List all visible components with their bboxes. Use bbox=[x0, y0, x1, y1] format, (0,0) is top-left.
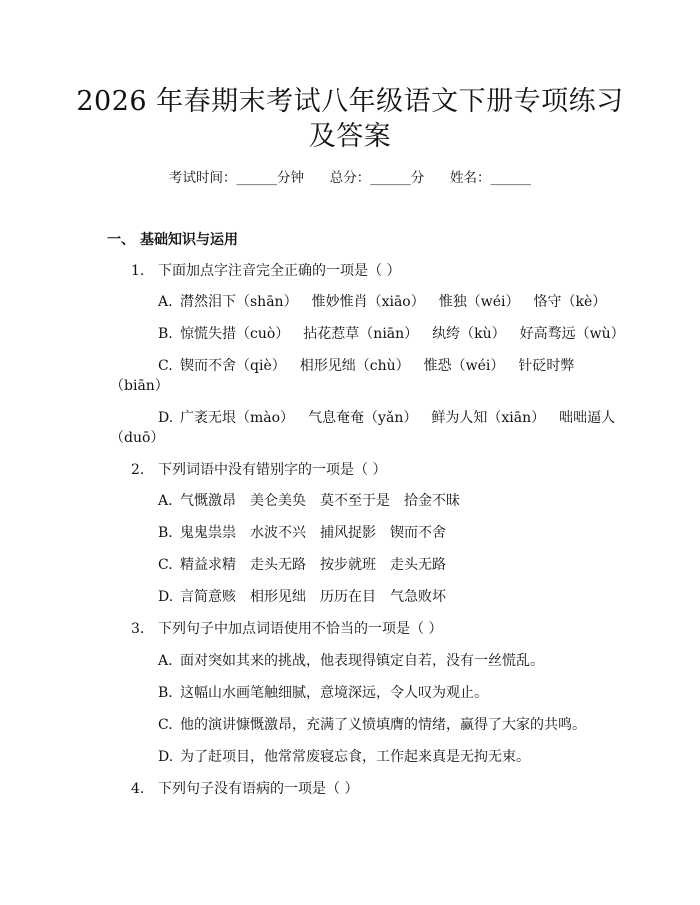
question-2-option-d: D. 言简意赅 相形见绌 历历在目 气急败坏 bbox=[158, 589, 446, 605]
question-1-option-d-wrap: （duō） bbox=[110, 430, 165, 446]
question-1-option-b: B. 惊慌失措（cuò） 拈花惹草（niān） 纨绔（kù） 好高骛远（wù） bbox=[158, 326, 625, 342]
question-2-stem: 2. 下列词语中没有错别字的一项是（ ） bbox=[131, 462, 387, 478]
question-1-option-c-wrap: （biān） bbox=[110, 378, 169, 394]
question-1-option-a: A. 潸然泪下（shān） 惟妙惟肖（xiāo） 惟独（wéi） 恪守（kè） bbox=[158, 294, 607, 310]
question-3-option-a: A. 面对突如其来的挑战，他表现得镇定自若，没有一丝慌乱。 bbox=[158, 653, 544, 669]
exam-time-label: 考试时间：______分钟 bbox=[169, 170, 304, 186]
question-1-option-d: D. 广袤无垠（mào） 气息奄奄（yǎn） 鲜为人知（xiān） 咄咄逼人 bbox=[158, 410, 616, 426]
question-1-option-c: C. 锲而不舍（qiè） 相形见绌（chù） 惟恐（wéi） 针砭时弊 bbox=[158, 358, 575, 374]
question-3-stem: 3. 下列句子中加点词语使用不恰当的一项是（ ） bbox=[131, 621, 443, 637]
question-1-stem: 1. 下面加点字注音完全正确的一项是（ ） bbox=[131, 263, 401, 279]
question-3-option-b: B. 这幅山水画笔触细腻，意境深远，令人叹为观止。 bbox=[158, 685, 488, 701]
section-number: 一、 bbox=[107, 232, 135, 248]
question-2-option-c: C. 精益求精 走头无路 按步就班 走头无路 bbox=[158, 557, 446, 573]
question-3-option-c: C. 他的演讲慷慨激昂，充满了义愤填膺的情绪，赢得了大家的共鸣。 bbox=[158, 717, 586, 733]
student-name-label: 姓名：______ bbox=[450, 170, 531, 186]
question-2-option-a: A. 气慨激昂 美仑美奂 莫不至于是 拾金不昧 bbox=[158, 493, 460, 509]
total-score-label: 总分：______分 bbox=[329, 170, 425, 186]
section-title: 基础知识与运用 bbox=[140, 232, 238, 248]
exam-meta bbox=[0, 168, 700, 188]
document-title-line-1: 2026 年春期末考试八年级语文下册专项练习 bbox=[76, 86, 624, 117]
section-heading bbox=[107, 230, 238, 250]
question-2-option-b: B. 鬼鬼祟祟 水波不兴 捕风捉影 锲而不舍 bbox=[158, 525, 446, 541]
question-4-stem: 4. 下列句子没有语病的一项是（ ） bbox=[131, 781, 359, 797]
document-title-line-2: 及答案 bbox=[308, 121, 392, 152]
question-3-option-d: D. 为了赶项目，他常常废寝忘食，工作起来真是无拘无束。 bbox=[158, 749, 530, 765]
